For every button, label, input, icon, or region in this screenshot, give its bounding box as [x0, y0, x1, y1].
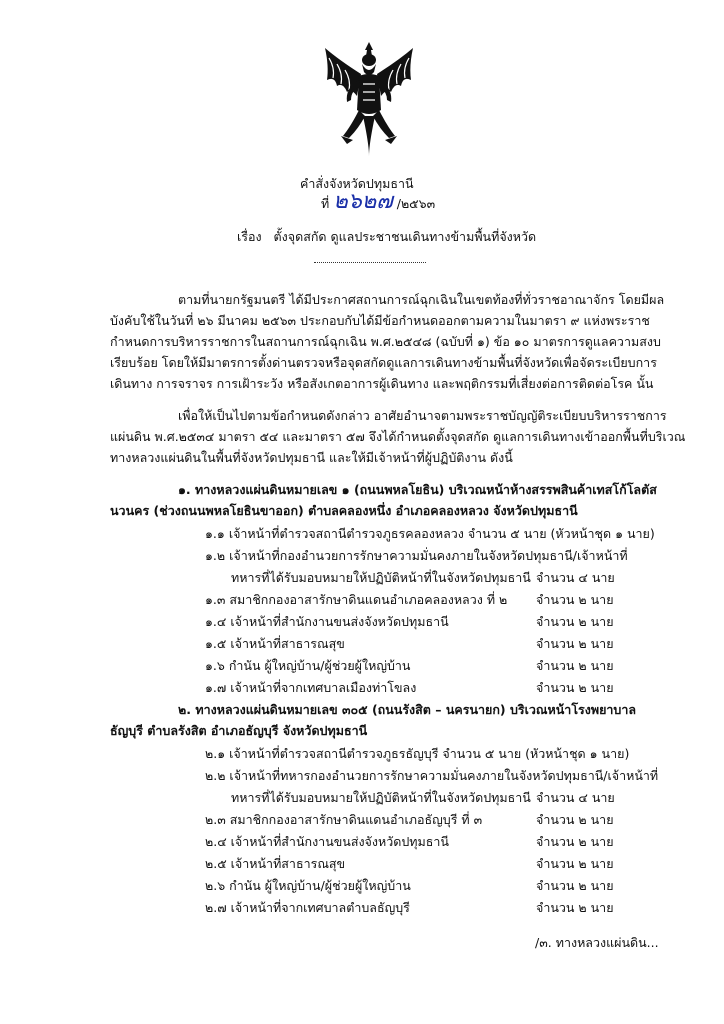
paragraph-line: แผ่นดิน พ.ศ.๒๕๓๔ มาตรา ๕๔ และมาตรา ๕๗ จึงได้กำหนดตั้งจุดสกัด ดูแลการเดินทางเข้าออกพื้นที่บริเวณ [110, 429, 686, 444]
paragraph-line: เพื่อให้เป็นไปตามข้อกำหนดดังกล่าว อาศัยอำนาจตามพระราชบัญญัติระเบียบบริหารราชการ [178, 408, 667, 423]
paragraph-line: เดินทาง การจราจร การเฝ้าระวัง หรือสังเกตอาการผู้เดินทาง และพฤติกรรมที่เสี่ยงต่อการติดต่อโรค นั้น [110, 376, 654, 391]
section1-item-count: จำนวน ๒ นาย [536, 680, 614, 695]
section1-item-count: จำนวน ๒ นาย [536, 614, 614, 629]
section1-item: ๑.๒ เจ้าหน้าที่กองอำนวยการรักษาความมั่นคงภายในจังหวัดปทุมธานี/เจ้าหน้าที่ [205, 548, 628, 563]
paragraph-line: กำหนดการบริหารราชการในสถานการณ์ฉุกเฉิน พ.ศ.๒๕๔๘ (ฉบับที่ ๑) ข้อ ๑๐ มาตรการดูแลความสงบ [110, 334, 661, 349]
section2-item-count: จำนวน ๒ นาย [536, 834, 614, 849]
paragraph-line: เรียบร้อย โดยให้มีมาตรการตั้งด่านตรวจหรือจุดสกัดดูแลการเดินทางข้ามพื้นที่จังหวัดเพื่อจัดระเบียบการ [110, 355, 657, 370]
section1-item: ๑.๓ สมาชิกกองอาสารักษาดินแดนอำเภอคลองหลวง ที่ ๒ [205, 592, 508, 607]
section1-item: ทหารที่ได้รับมอบหมายให้ปฏิบัติหน้าที่ในจังหวัดปทุมธานี [231, 570, 531, 585]
section2-item: ๒.๓ สมาชิกกองอาสารักษาดินแดนอำเภอธัญบุรี ที่ ๓ [205, 812, 483, 827]
section2-item-count: จำนวน ๒ นาย [536, 856, 614, 871]
paragraph-line: ตามที่นายกรัฐมนตรี ได้มีประกาศสถานการณ์ฉุกเฉินในเขตท้องที่ทั่วราชอาณาจักร โดยมีผล [178, 292, 665, 307]
section1-item: ๑.๔ เจ้าหน้าที่สำนักงานขนส่งจังหวัดปทุมธานี [205, 614, 449, 629]
paragraph-line: ทางหลวงแผ่นดินในพื้นที่จังหวัดปทุมธานี และให้มีเจ้าหน้าที่ผู้ปฏิบัติงาน ดังนี้ [110, 450, 513, 465]
continued-note: /๓. ทางหลวงแผ่นดิน... [535, 935, 659, 950]
section2-item-count: จำนวน ๒ นาย [536, 878, 614, 893]
section2-item: ๒.๗ เจ้าหน้าที่จากเทศบาลตำบลธัญบุรี [205, 900, 410, 915]
section1-item-count: จำนวน ๒ นาย [536, 636, 614, 651]
section1-item: ๑.๕ เจ้าหน้าที่สาธารณสุข [205, 636, 345, 651]
subject-text: ตั้งจุดสกัด ดูแลประชาชนเดินทางข้ามพื้นที่จังหวัด [273, 229, 537, 244]
section1-item-count: จำนวน ๒ นาย [536, 658, 614, 673]
section2-item: ทหารที่ได้รับมอบหมายให้ปฏิบัติหน้าที่ในจังหวัดปทุมธานี [231, 790, 531, 805]
subject-line [237, 228, 536, 246]
section2-item: ๒.๒ เจ้าหน้าที่ทหารกองอำนวยการรักษาความมั่นคงภายในจังหวัดปทุมธานี/เจ้าหน้าที่ [205, 768, 659, 783]
paragraph-line: บังคับใช้ในวันที่ ๒๖ มีนาคม ๒๕๖๓ ประกอบกับได้มีข้อกำหนดออกตามความในมาตรา ๙ แห่งพระราช [110, 313, 650, 328]
section2-item-count: จำนวน ๒ นาย [536, 812, 614, 827]
section2-item-count: จำนวน ๔ นาย [536, 790, 615, 805]
section2-item-count: จำนวน ๒ นาย [536, 900, 614, 915]
section2-item: ๒.๖ กำนัน ผู้ใหญ่บ้าน/ผู้ช่วยผู้ใหญ่บ้าน [205, 878, 411, 893]
subject-label: เรื่อง [237, 229, 262, 244]
section1-item: ๑.๑ เจ้าหน้าที่ตำรวจสถานีตำรวจภูธรคลองหลวง จำนวน ๕ นาย (หัวหน้าชุด ๑ นาย) [205, 526, 655, 541]
section1-item-count: จำนวน ๔ นาย [536, 570, 615, 585]
section2-item: ๒.๕ เจ้าหน้าที่สาธารณสุข [205, 856, 346, 871]
section1-item: ๑.๖ กำนัน ผู้ใหญ่บ้าน/ผู้ช่วยผู้ใหญ่บ้าน [205, 658, 411, 673]
order-number-prefix: ที่ [321, 196, 330, 211]
section1-item-count: จำนวน ๒ นาย [536, 592, 614, 607]
separator-dots [314, 262, 426, 263]
section1-item: ๑.๗ เจ้าหน้าที่จากเทศบาลเมืองท่าโขลง [205, 680, 417, 695]
section1-heading-cont: นวนคร (ช่วงถนนพหลโยธินขาออก) ตำบลคลองหนึ่ง อำเภอคลองหลวง จังหวัดปทุมธานี [110, 503, 578, 518]
order-number-handwritten: ๒๖๒๗ [333, 189, 393, 214]
section2-heading: ๒. ทางหลวงแผ่นดินหมายเลข ๓๐๕ (ถนนรังสิต – นครนายก) บริเวณหน้าโรงพยาบาล [178, 702, 637, 717]
section2-item: ๒.๔ เจ้าหน้าที่สำนักงานขนส่งจังหวัดปทุมธานี [205, 834, 449, 849]
garuda-emblem-icon [321, 40, 417, 160]
order-number-suffix: /๒๕๖๓ [396, 196, 436, 211]
order-number [321, 189, 436, 214]
section1-heading: ๑. ทางหลวงแผ่นดินหมายเลข ๑ (ถนนพหลโยธิน) บริเวณหน้าห้างสรรพสินค้าเทสโก้โลตัส [178, 482, 657, 497]
order-title: คำสั่งจังหวัดปทุมธานี [300, 176, 414, 191]
section2-item: ๒.๑ เจ้าหน้าที่ตำรวจสถานีตำรวจภูธรธัญบุรี จำนวน ๕ นาย (หัวหน้าชุด ๑ นาย) [205, 746, 630, 761]
section2-heading-cont: ธัญบุรี ตำบลรังสิต อำเภอธัญบุรี จังหวัดปทุมธานี [110, 723, 368, 738]
